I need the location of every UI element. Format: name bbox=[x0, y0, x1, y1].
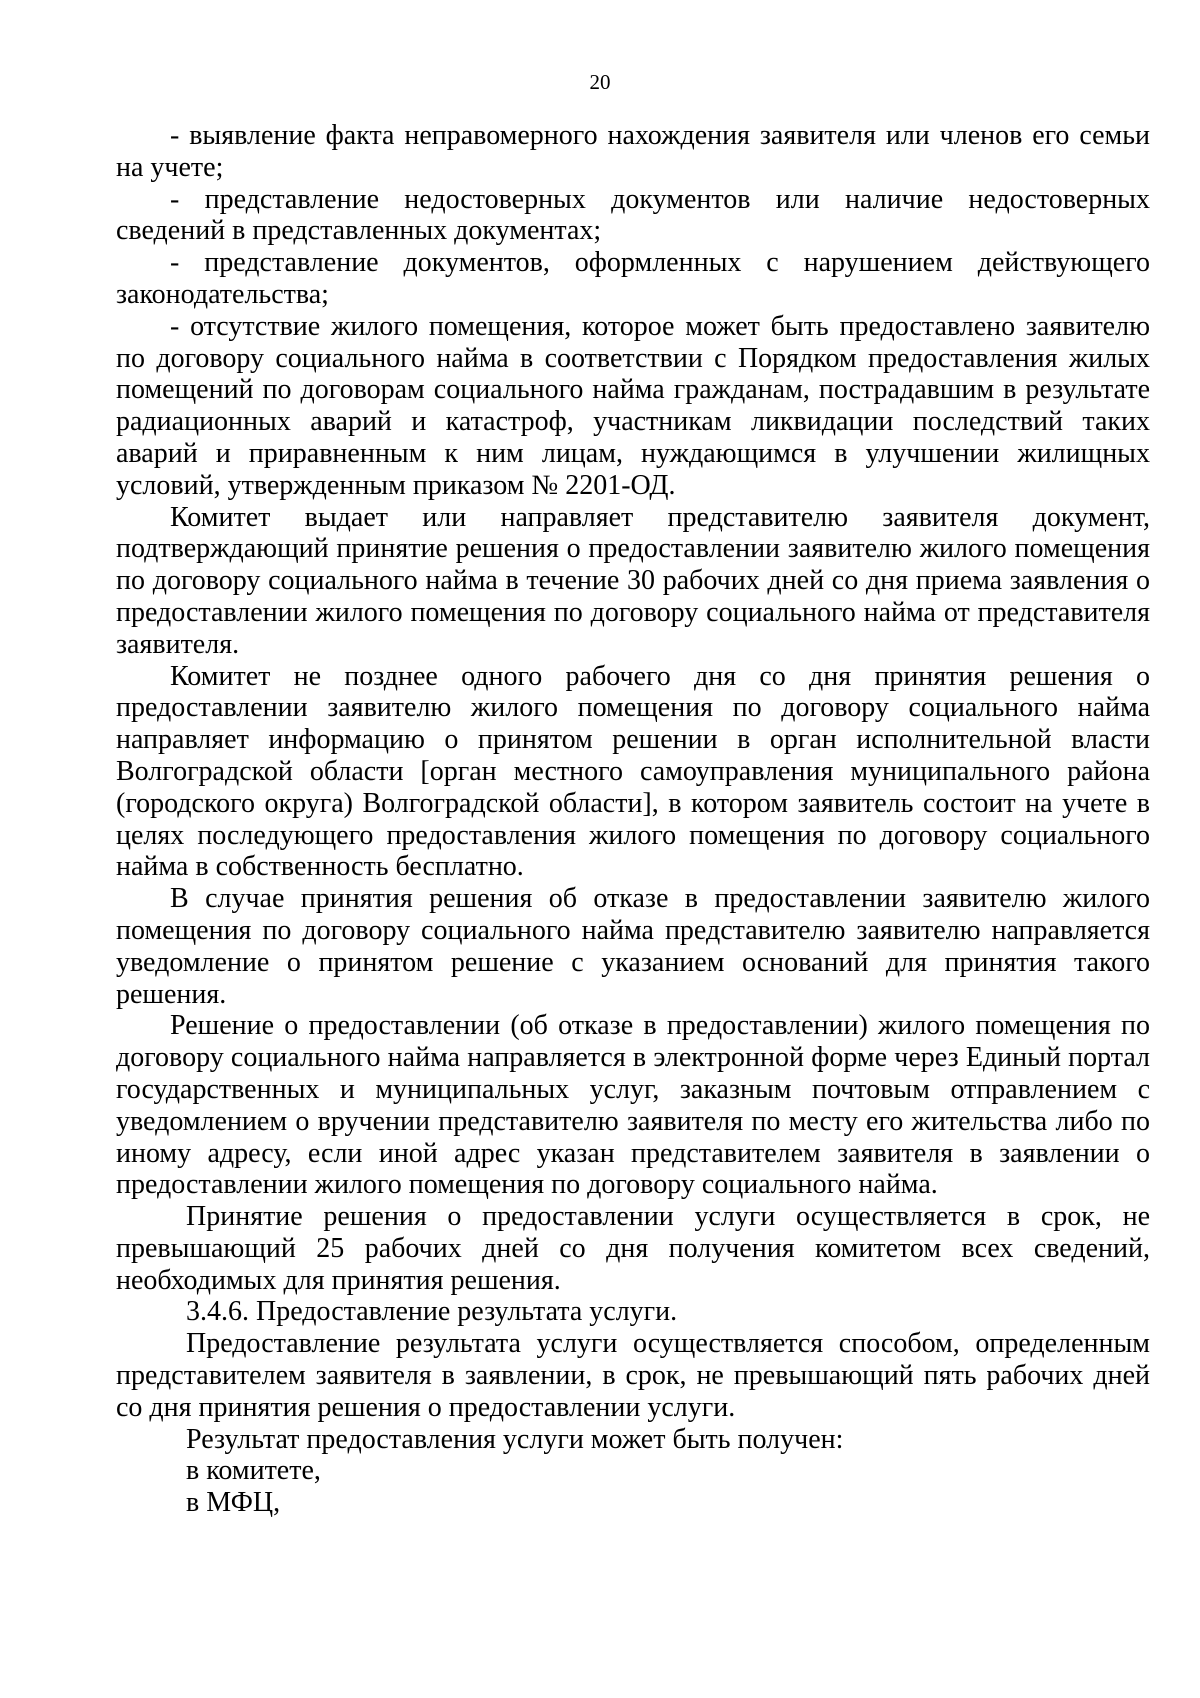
paragraph-result-may-be-received: Результат предоставления услуги может быть получен: bbox=[186, 1423, 844, 1455]
paragraph-result-provision: Предоставление результата услуги осуществляется способом, определенным представителем заявителя в заявлении, в срок, не превышающий пять рабочих дней со дня принятия решения о предоставлении услуги. bbox=[116, 1328, 1150, 1423]
paragraph-refusal-reason-1: - выявление факта неправомерного нахождения заявителя или членов его семьи на учете; bbox=[116, 120, 1150, 183]
section-heading-3-4-6: 3.4.6. Предоставление результата услуги. bbox=[186, 1296, 678, 1328]
list-item-committee: в комитете, bbox=[186, 1455, 321, 1487]
paragraph-refusal-reason-2: - представление недостоверных документов или наличие недостоверных сведений в представленных документах; bbox=[116, 183, 1150, 247]
paragraph-refusal-reason-4: - отсутствие жилого помещения, которое может быть предоставлено заявителю по договору социального найма в соответствии с Порядком предоставления жилых помещений по договорам социального найма гражданам, пострадавшим в результате радиационных аварий и катастроф, участникам ликвидации последствий таких аварий и приравненным к ним лицам, нуждающимся в улучшении жилищных условий, утвержденным приказом № 2201-ОД. bbox=[116, 310, 1150, 501]
document-body bbox=[116, 120, 1150, 1519]
list-item-mfc: в МФЦ, bbox=[186, 1487, 281, 1519]
page-number: 20 bbox=[589, 70, 611, 94]
paragraph-committee-issues-document: Комитет выдает или направляет представителю заявителя документ, подтверждающий принятие решения о предоставлении заявителю жилого помещения по договору социального найма в течение 30 рабочих дней со дня приема заявления о предоставлении жилого помещения по договору социального найма от представителя заявителя. bbox=[116, 501, 1150, 660]
paragraph-decision-deadline: Принятие решения о предоставлении услуги осуществляется в срок, не превышающий 25 рабочих дней со дня получения комитетом всех сведений, необходимых для принятия решения. bbox=[116, 1201, 1150, 1296]
paragraph-refusal-notification: В случае принятия решения об отказе в предоставлении заявителю жилого помещения по договору социального найма представителю заявителю направляется уведомление о принятом решение с указанием оснований для принятия такого решения. bbox=[116, 883, 1150, 1010]
paragraph-refusal-reason-3: - представление документов, оформленных с нарушением действующего законодательства; bbox=[116, 247, 1150, 310]
paragraph-committee-sends-information: Комитет не позднее одного рабочего дня со дня принятия решения о предоставлении заявителю жилого помещения по договору социального найма направляет информацию о принятом решении в орган исполнительной власти Волгоградской области [орган местного самоуправления муниципального района (городского округа) Волгоградской области], в котором заявитель состоит на учете в целях последующего предоставления жилого помещения по договору социального найма в собственность бесплатно. bbox=[116, 660, 1150, 883]
paragraph-decision-delivery: Решение о предоставлении (об отказе в предоставлении) жилого помещения по договору социального найма направляется в электронной форме через Единый портал государственных и муниципальных услуг, заказным почтовым отправлением с уведомлением о вручении представителю заявителя по месту его жительства либо по иному адресу, если иной адрес указан представителем заявителя в заявлении о предоставлении жилого помещения по договору социального найма. bbox=[116, 1010, 1150, 1201]
